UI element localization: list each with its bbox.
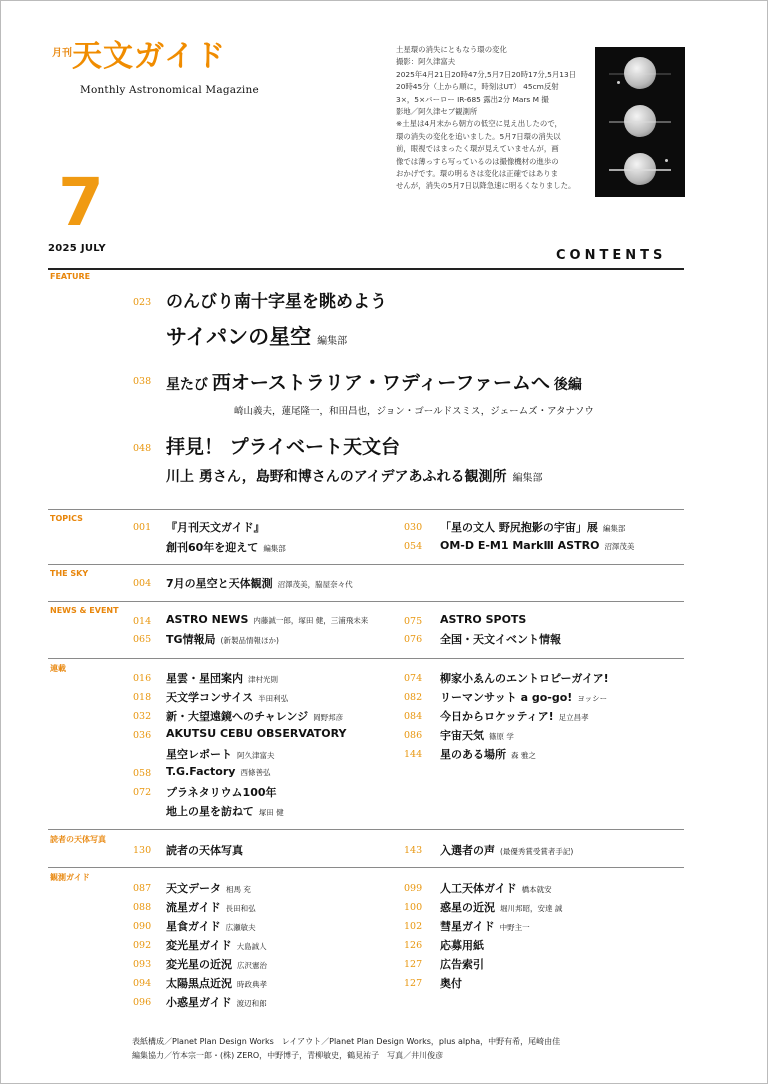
page-number: 096 <box>133 997 152 1008</box>
toc-entry <box>440 746 536 762</box>
toc-author: 半田利弘 <box>258 694 289 703</box>
toc-title: 入選者の声 <box>440 844 495 857</box>
contents-heading: CONTENTS <box>556 248 667 263</box>
page-number: 082 <box>404 692 423 703</box>
page-number: 130 <box>133 845 152 856</box>
toc-title: 彗星ガイド <box>440 920 495 933</box>
page-number: 087 <box>133 883 152 894</box>
toc-title: 星空レポート <box>166 748 232 761</box>
toc-entry <box>166 613 368 626</box>
toc-title: 変光星ガイド <box>166 939 232 952</box>
feature-subtitle <box>166 466 542 486</box>
toc-entry <box>440 918 530 934</box>
toc-title: 「星の文人 野尻抱影の宇宙」展 <box>440 521 598 534</box>
page-number: 036 <box>133 730 152 741</box>
section-label-reader-photos: 読者の天体写真 <box>50 835 106 844</box>
toc-author: 内藤誠一郎，塚田 健，三浦飛未来 <box>253 616 369 625</box>
feature-title <box>166 321 347 351</box>
caption-line: おかげです。環の明るさは変化は正確ではありま <box>396 169 559 179</box>
section-rule <box>48 601 684 602</box>
toc-author: 長田和弘 <box>225 904 256 913</box>
section-label-feature: FEATURE <box>50 272 91 281</box>
logo-subtitle: Monthly Astronomical Magazine <box>80 84 259 96</box>
page-number: 065 <box>133 634 152 645</box>
toc-entry <box>166 539 286 555</box>
page-number: 032 <box>133 711 152 722</box>
toc-title: OM-D E-M1 MarkⅢ ASTRO <box>440 539 600 552</box>
toc-author: 塚田 健 <box>258 808 284 817</box>
caption-credit: 撮影：阿久津富夫 <box>396 57 456 67</box>
toc-author: 堀川邦昭，安達 誠 <box>500 904 563 913</box>
section-rule <box>48 658 684 659</box>
toc-title: 地上の星を訪ねて <box>166 805 254 818</box>
toc-title: 星のある場所 <box>440 748 506 761</box>
toc-author: 沼澤茂美，脇屋奈々代 <box>277 580 353 589</box>
page-number: 144 <box>404 749 423 760</box>
toc-entry <box>166 689 288 705</box>
page-number: 143 <box>404 845 423 856</box>
page-number: 076 <box>404 634 423 645</box>
caption-title: 土星環の消失にともなう環の変化 <box>396 45 507 54</box>
saturn-ring-2 <box>609 121 671 123</box>
toc-title: 小惑星ガイド <box>166 996 232 1009</box>
toc-author: (最優秀賞受賞者手記) <box>500 847 574 856</box>
feature-title-main: サイパンの星空 <box>166 325 312 349</box>
toc-author: 編集部 <box>602 524 626 533</box>
toc-author: 阿久津富夫 <box>237 751 275 760</box>
feature-suffix: 後編 <box>553 377 582 393</box>
feature-authors: 崎山義夫，蓮尾隆一，和田昌也，ジョン・ゴールドスミス，ジェームズ・アタナソウ <box>234 406 594 417</box>
section-rule <box>48 829 684 830</box>
toc-entry <box>440 880 552 896</box>
caption-line: 像では薄っすら写っているのは撮像機材の進歩の <box>396 156 559 166</box>
moon-dot <box>665 159 668 162</box>
toc-entry <box>166 994 267 1010</box>
logo-title: 天文ガイド <box>72 39 227 74</box>
toc-entry <box>166 899 256 915</box>
caption-line: 2025年4月21日20時47分,5月7日20時17分,5月13日 <box>396 69 577 79</box>
cover-caption <box>396 44 592 193</box>
page-number: 001 <box>133 522 152 533</box>
toc-title: 7月の星空と天体観測 <box>166 577 273 590</box>
toc-title: 流星ガイド <box>166 901 221 914</box>
page-number: 126 <box>404 940 423 951</box>
toc-entry: 全国・天文イベント情報 <box>440 633 561 646</box>
caption-line: 3×，5×バーロー IR-685 露出2分 Mars M 撮 <box>396 94 549 104</box>
toc-title: 創刊60年を迎えて <box>166 541 259 554</box>
caption-line: せんが，消失の5月7日以降急速に明るくなりました。 <box>396 181 576 191</box>
page-number: 038 <box>133 376 152 387</box>
page-number: 048 <box>133 443 152 454</box>
page-number: 084 <box>404 711 423 722</box>
section-label-news-event: NEWS & EVENT <box>50 606 119 615</box>
toc-entry <box>166 670 278 686</box>
feature-prefix: 星たび <box>166 377 208 393</box>
feature-title: のんびり南十字星を眺めよう <box>166 292 387 312</box>
feature-title: 拝見！ プライベート天文台 <box>166 436 401 458</box>
toc-entry: 広告索引 <box>440 958 484 971</box>
toc-author: 津村光則 <box>248 675 278 684</box>
toc-title: 宇宙天気 <box>440 729 484 742</box>
toc-title: 星食ガイド <box>166 920 221 933</box>
page-number: 127 <box>404 959 423 970</box>
page-number: 075 <box>404 616 423 627</box>
toc-title: TG情報局 <box>166 633 216 646</box>
feature-title <box>166 368 582 395</box>
feature-author: 編集部 <box>512 473 543 484</box>
toc-author: 渡辺和郎 <box>236 999 267 1008</box>
toc-entry <box>440 899 562 915</box>
toc-author: (新製品情報ほか) <box>220 636 279 645</box>
page-number: 127 <box>404 978 423 989</box>
toc-entry <box>166 937 267 953</box>
toc-author: 広沢憲治 <box>237 961 267 970</box>
toc-entry <box>166 918 256 934</box>
toc-entry <box>440 519 625 535</box>
page-number: 058 <box>133 768 152 779</box>
page-number: 088 <box>133 902 152 913</box>
toc-entry <box>440 539 634 552</box>
feature-author: 編集部 <box>317 336 348 347</box>
toc-title: 変光星の近況 <box>166 958 232 971</box>
section-rule <box>48 867 684 868</box>
issue-number: 7 <box>58 164 104 241</box>
toc-author: 森 雅之 <box>511 751 536 760</box>
page-number: 014 <box>133 616 152 627</box>
toc-author: 足立昌孝 <box>558 713 589 722</box>
toc-entry: AKUTSU CEBU OBSERVATORY <box>166 727 347 740</box>
page-number: 092 <box>133 940 152 951</box>
toc-title: T.G.Factory <box>166 765 236 778</box>
section-rule <box>48 564 684 565</box>
page-number: 030 <box>404 522 423 533</box>
section-label-serial: 連載 <box>50 664 66 673</box>
toc-entry: プラネタリウム100年 <box>166 786 277 799</box>
toc-author: 編集部 <box>263 544 286 553</box>
saturn-photo <box>595 47 685 197</box>
page-number: 023 <box>133 297 152 308</box>
toc-title: 新・大望遠鏡へのチャレンジ <box>166 710 309 723</box>
toc-entry <box>166 575 353 591</box>
toc-entry <box>166 975 267 991</box>
page-number: 099 <box>404 883 423 894</box>
toc-entry <box>166 765 270 778</box>
page-number: 102 <box>404 921 423 932</box>
page-number: 018 <box>133 692 152 703</box>
toc-author: 篠原 学 <box>489 732 514 741</box>
page-number: 093 <box>133 959 152 970</box>
toc-author: 中野主一 <box>499 923 530 932</box>
toc-author: 相馬 充 <box>226 885 251 894</box>
contents-rule <box>48 268 684 270</box>
toc-entry <box>440 727 514 743</box>
toc-entry <box>166 880 251 896</box>
toc-title: リーマンサット a go-go! <box>440 691 573 704</box>
section-label-observation-guide: 観測ガイド <box>50 873 90 882</box>
toc-author: 橋本就安 <box>521 885 552 894</box>
page-number: 100 <box>404 902 423 913</box>
section-label-the-sky: THE SKY <box>50 569 89 578</box>
page-number: 074 <box>404 673 423 684</box>
toc-title: 太陽黒点近況 <box>166 977 232 990</box>
credits-line: 表紙構成／Planet Plan Design Works レイアウト／Planet Plan Design Works，plus alpha，中野有希，尾崎由佳 <box>132 1037 561 1046</box>
issue-date: 2025 JULY <box>48 243 106 254</box>
caption-line: 環の消失の変化を追いました。5月7日環の消失以 <box>396 131 561 141</box>
page-number: 072 <box>133 787 152 798</box>
toc-entry <box>166 803 284 819</box>
page-number: 086 <box>404 730 423 741</box>
toc-title: 天文データ <box>166 882 221 895</box>
toc-entry <box>166 956 267 972</box>
toc-entry <box>166 708 343 724</box>
credits-line: 編集協力／竹本宗一郎・(株) ZERO，中野博子，青柳敏史，鶴見祐子 写真／井川俊彦 <box>132 1051 444 1060</box>
saturn-ring-1 <box>609 73 671 75</box>
caption-line: 前，眼視ではまったく環が見えていませんが，画 <box>396 144 559 154</box>
feature-title-main: 西オーストラリア・ワディーファームへ <box>211 372 551 394</box>
toc-entry <box>166 631 279 647</box>
caption-line: ※土星は4月末から朝方の低空に見え出したので， <box>396 119 562 129</box>
toc-author: 広瀬敏夫 <box>225 923 256 932</box>
page-number: 090 <box>133 921 152 932</box>
toc-entry <box>440 689 607 705</box>
caption-line: 影地／阿久津セブ観測所 <box>396 107 478 117</box>
section-label-topics: TOPICS <box>50 514 83 523</box>
toc-entry: 読者の天体写真 <box>166 844 243 857</box>
toc-entry: 応募用紙 <box>440 939 484 952</box>
saturn-ring-3 <box>609 169 671 171</box>
toc-entry: 奥付 <box>440 977 462 990</box>
toc-author: 大島誠人 <box>236 942 267 951</box>
toc-author: ヨッシー <box>577 694 608 703</box>
toc-entry <box>440 708 589 724</box>
toc-author: 西條善弘 <box>240 768 271 777</box>
toc-author: 沼澤茂美 <box>604 542 635 551</box>
toc-title: 人工天体ガイド <box>440 882 517 895</box>
toc-title: 惑星の近況 <box>440 901 495 914</box>
toc-title: 今日からロケッティア! <box>440 710 554 723</box>
page-number: 004 <box>133 578 152 589</box>
toc-entry <box>440 842 573 858</box>
toc-entry: ASTRO SPOTS <box>440 613 527 626</box>
page-number: 016 <box>133 673 152 684</box>
toc-author: 時政典孝 <box>237 980 267 989</box>
logo-monthly: 月刊 <box>52 48 72 59</box>
toc-entry <box>166 746 275 762</box>
toc-author: 岡野邦彦 <box>313 713 344 722</box>
toc-entry: 『月刊天文ガイド』 <box>166 521 265 534</box>
feature-subtitle-text: 川上 勇さん，島野和博さんのアイデアあふれる観測所 <box>166 469 507 485</box>
section-rule <box>48 509 684 510</box>
toc-title: 星雲・星団案内 <box>166 672 243 685</box>
page-number: 094 <box>133 978 152 989</box>
toc-entry: 柳家小ゑんのエントロピーガイア! <box>440 672 609 685</box>
toc-title: 天文学コンサイス <box>166 691 254 704</box>
caption-line: 20時45分（上から順に，時刻はUT） 45cm反射 <box>396 82 559 92</box>
toc-title: ASTRO NEWS <box>166 613 249 626</box>
moon-dot <box>617 81 620 84</box>
page-number: 054 <box>404 541 423 552</box>
